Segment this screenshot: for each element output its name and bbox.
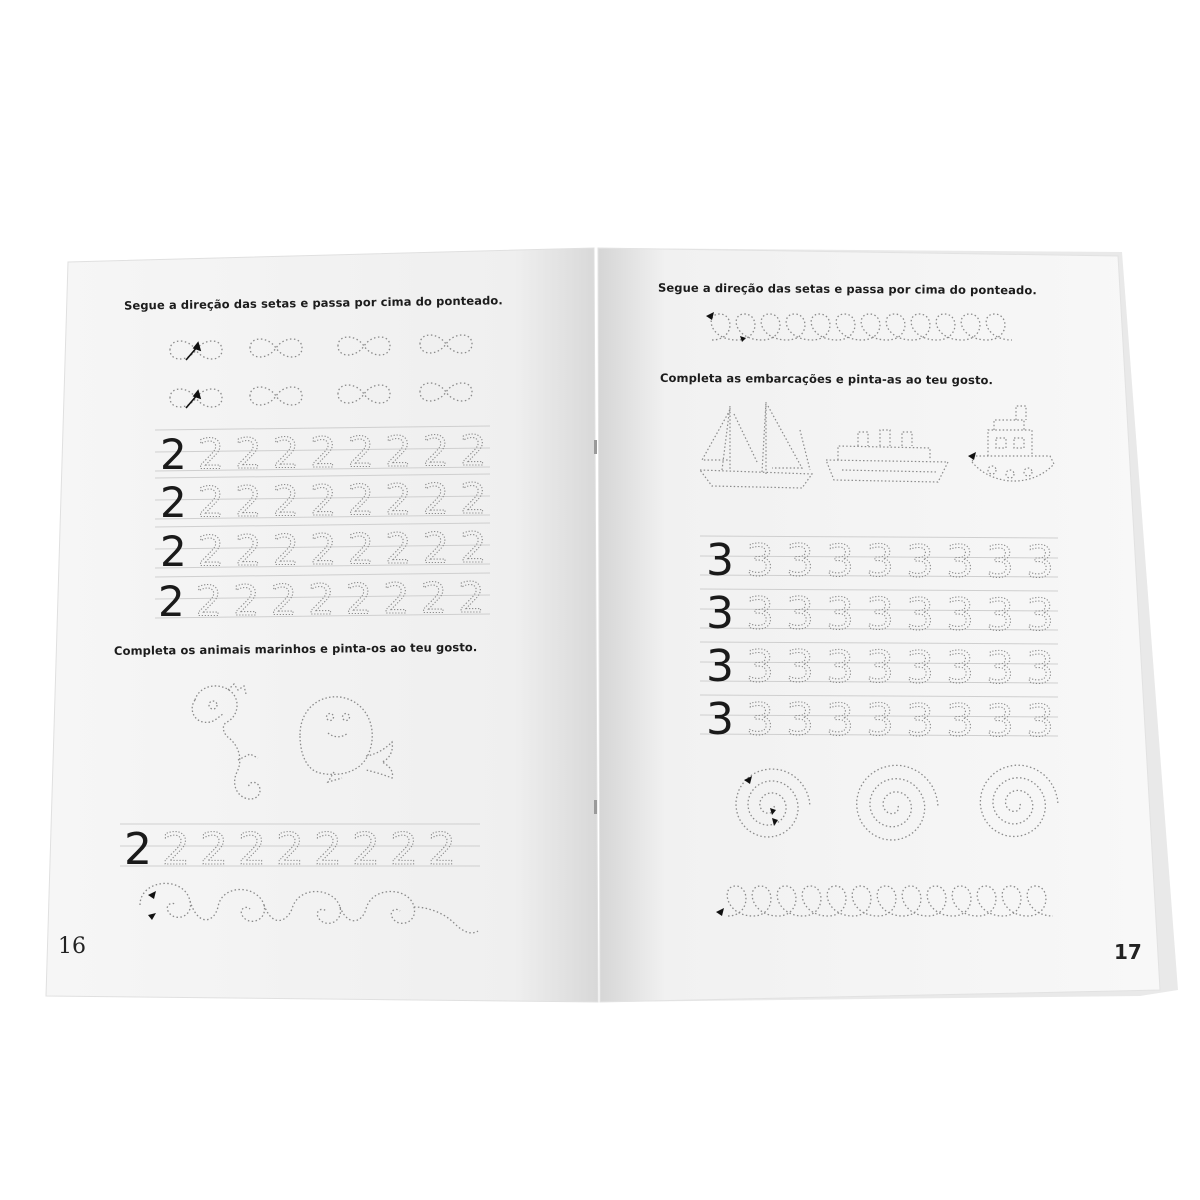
digit-3-trace: 3 xyxy=(906,536,934,588)
digit-3-trace: 3 xyxy=(826,694,854,746)
digit-2-trace: 2 xyxy=(383,574,410,623)
digit-3-model: 3 xyxy=(706,535,734,586)
digit-3-trace: 3 xyxy=(986,536,1014,588)
digit-2-trace: 2 xyxy=(272,476,300,526)
digit-2-model: 2 xyxy=(160,430,187,479)
right-instruction-boats: Completa as embarcações e pinta-as ao teu gosto. xyxy=(659,370,994,388)
digit-3-trace: 3 xyxy=(866,589,894,640)
digit-3-trace: 3 xyxy=(1026,696,1054,747)
digit-2-trace: 2 xyxy=(272,428,300,478)
steamship-icon xyxy=(826,430,948,482)
digit-3-trace: 3 xyxy=(1026,643,1054,694)
sailboat-icon xyxy=(700,402,812,488)
digit-3-trace: 3 xyxy=(986,695,1014,747)
digit-3-trace: 3 xyxy=(906,642,934,694)
digit-3-trace: 3 xyxy=(946,589,974,641)
digit-2-trace: 2 xyxy=(385,427,412,476)
digit-2-trace: 2 xyxy=(308,575,335,624)
spiral-trace-3 xyxy=(980,765,1058,836)
digit-3-model: 3 xyxy=(706,694,734,745)
arrow-icon xyxy=(706,312,714,320)
arrow-icon xyxy=(770,808,776,815)
digit-3-model: 3 xyxy=(706,588,734,639)
digit-2-trace: 2 xyxy=(347,475,375,525)
digit-3-trace: 3 xyxy=(826,535,854,587)
digit-3-trace: 3 xyxy=(906,589,934,641)
digit-2-trace: 2 xyxy=(422,426,450,476)
digit-3-trace: 3 xyxy=(826,588,854,640)
digit-2-trace: 2 xyxy=(272,525,300,575)
arrow-icon xyxy=(772,818,778,826)
left-instruction-animals: Completa os animais marinhos e pinta-os ao teu gosto. xyxy=(113,640,478,658)
digit-3-trace: 3 xyxy=(1026,537,1054,588)
digit-2-trace: 2 xyxy=(352,824,380,875)
digit-3-trace: 3 xyxy=(746,535,774,587)
left-instruction-trace: Segue a direção das setas e passa por cima do ponteado. xyxy=(123,293,503,313)
digit-3-trace: 3 xyxy=(986,589,1014,641)
digit-2-trace: 2 xyxy=(310,428,337,477)
digit-2-trace: 2 xyxy=(197,477,225,527)
digit-2-model: 2 xyxy=(160,478,187,527)
digit-3-trace: 3 xyxy=(786,535,814,587)
left-page-number: 16 xyxy=(58,934,86,959)
digit-2-trace: 2 xyxy=(458,573,485,622)
digit-2-trace: 2 xyxy=(347,524,375,574)
digit-2-trace: 2 xyxy=(420,573,448,623)
digit-2-model: 2 xyxy=(158,577,185,626)
digit-3-trace: 3 xyxy=(866,642,894,693)
digit-3-trace: 3 xyxy=(746,694,774,746)
digit-3-trace: 3 xyxy=(906,695,934,747)
digit-3-trace: 3 xyxy=(786,694,814,746)
digit-3-trace: 3 xyxy=(826,641,854,693)
digit-3-trace: 3 xyxy=(746,588,774,640)
digit-3-trace: 3 xyxy=(746,641,774,693)
digit-2-trace: 2 xyxy=(235,526,262,575)
digit-3-trace: 3 xyxy=(786,588,814,640)
digit-2-trace: 2 xyxy=(385,475,412,524)
digit-3-model: 3 xyxy=(706,641,734,692)
digit-2-trace: 2 xyxy=(347,427,375,477)
digit-2-trace: 2 xyxy=(235,477,262,526)
loop-trace-row-top xyxy=(711,314,1012,340)
digit-2-trace: 2 xyxy=(238,824,266,875)
arrow-icon xyxy=(716,908,724,916)
digit-2-trace: 2 xyxy=(460,426,487,475)
digit-2-trace: 2 xyxy=(345,574,373,624)
arrow-icon xyxy=(968,452,976,460)
digit-3-trace: 3 xyxy=(1026,590,1054,641)
digit-2-trace: 2 xyxy=(460,474,487,523)
digit-2-model: 2 xyxy=(124,824,152,875)
loop-trace-row-bottom xyxy=(727,886,1053,916)
digit-2-trace: 2 xyxy=(235,429,262,478)
digit-2-trace: 2 xyxy=(197,429,225,479)
digit-2-trace: 2 xyxy=(310,525,337,574)
digit-2-trace: 2 xyxy=(270,575,298,625)
digit-2-trace: 2 xyxy=(390,824,418,875)
digit-2-trace: 2 xyxy=(460,523,487,572)
digit-2-trace: 2 xyxy=(162,824,190,875)
digit-3-trace: 3 xyxy=(946,536,974,588)
digit-3-trace: 3 xyxy=(866,695,894,746)
digit-2-trace: 2 xyxy=(200,824,228,875)
digit-3-trace: 3 xyxy=(946,642,974,694)
digit-3-trace: 3 xyxy=(866,536,894,587)
digit-3-trace: 3 xyxy=(986,642,1014,694)
digit-2-trace: 2 xyxy=(310,476,337,525)
digit-2-trace: 2 xyxy=(195,576,223,626)
spiral-trace-2 xyxy=(857,765,938,840)
digit-2-trace: 2 xyxy=(422,523,450,573)
digit-2-model: 2 xyxy=(160,527,187,576)
digit-3-trace-rows xyxy=(706,535,1054,747)
digit-2-trace: 2 xyxy=(428,824,456,875)
digit-3-trace: 3 xyxy=(786,641,814,693)
digit-3-trace: 3 xyxy=(946,695,974,747)
digit-2-trace: 2 xyxy=(314,824,342,875)
tugboat-icon xyxy=(972,406,1054,481)
digit-2-trace: 2 xyxy=(385,524,412,573)
digit-2-trace: 2 xyxy=(233,576,260,625)
digit-2-trace: 2 xyxy=(197,526,225,576)
digit-2-trace: 2 xyxy=(276,824,304,875)
digit-2-trace: 2 xyxy=(422,474,450,524)
right-instruction-trace: Segue a direção das setas e passa por cima do ponteado. xyxy=(657,280,1037,298)
right-page-number: 17 xyxy=(1114,940,1142,964)
